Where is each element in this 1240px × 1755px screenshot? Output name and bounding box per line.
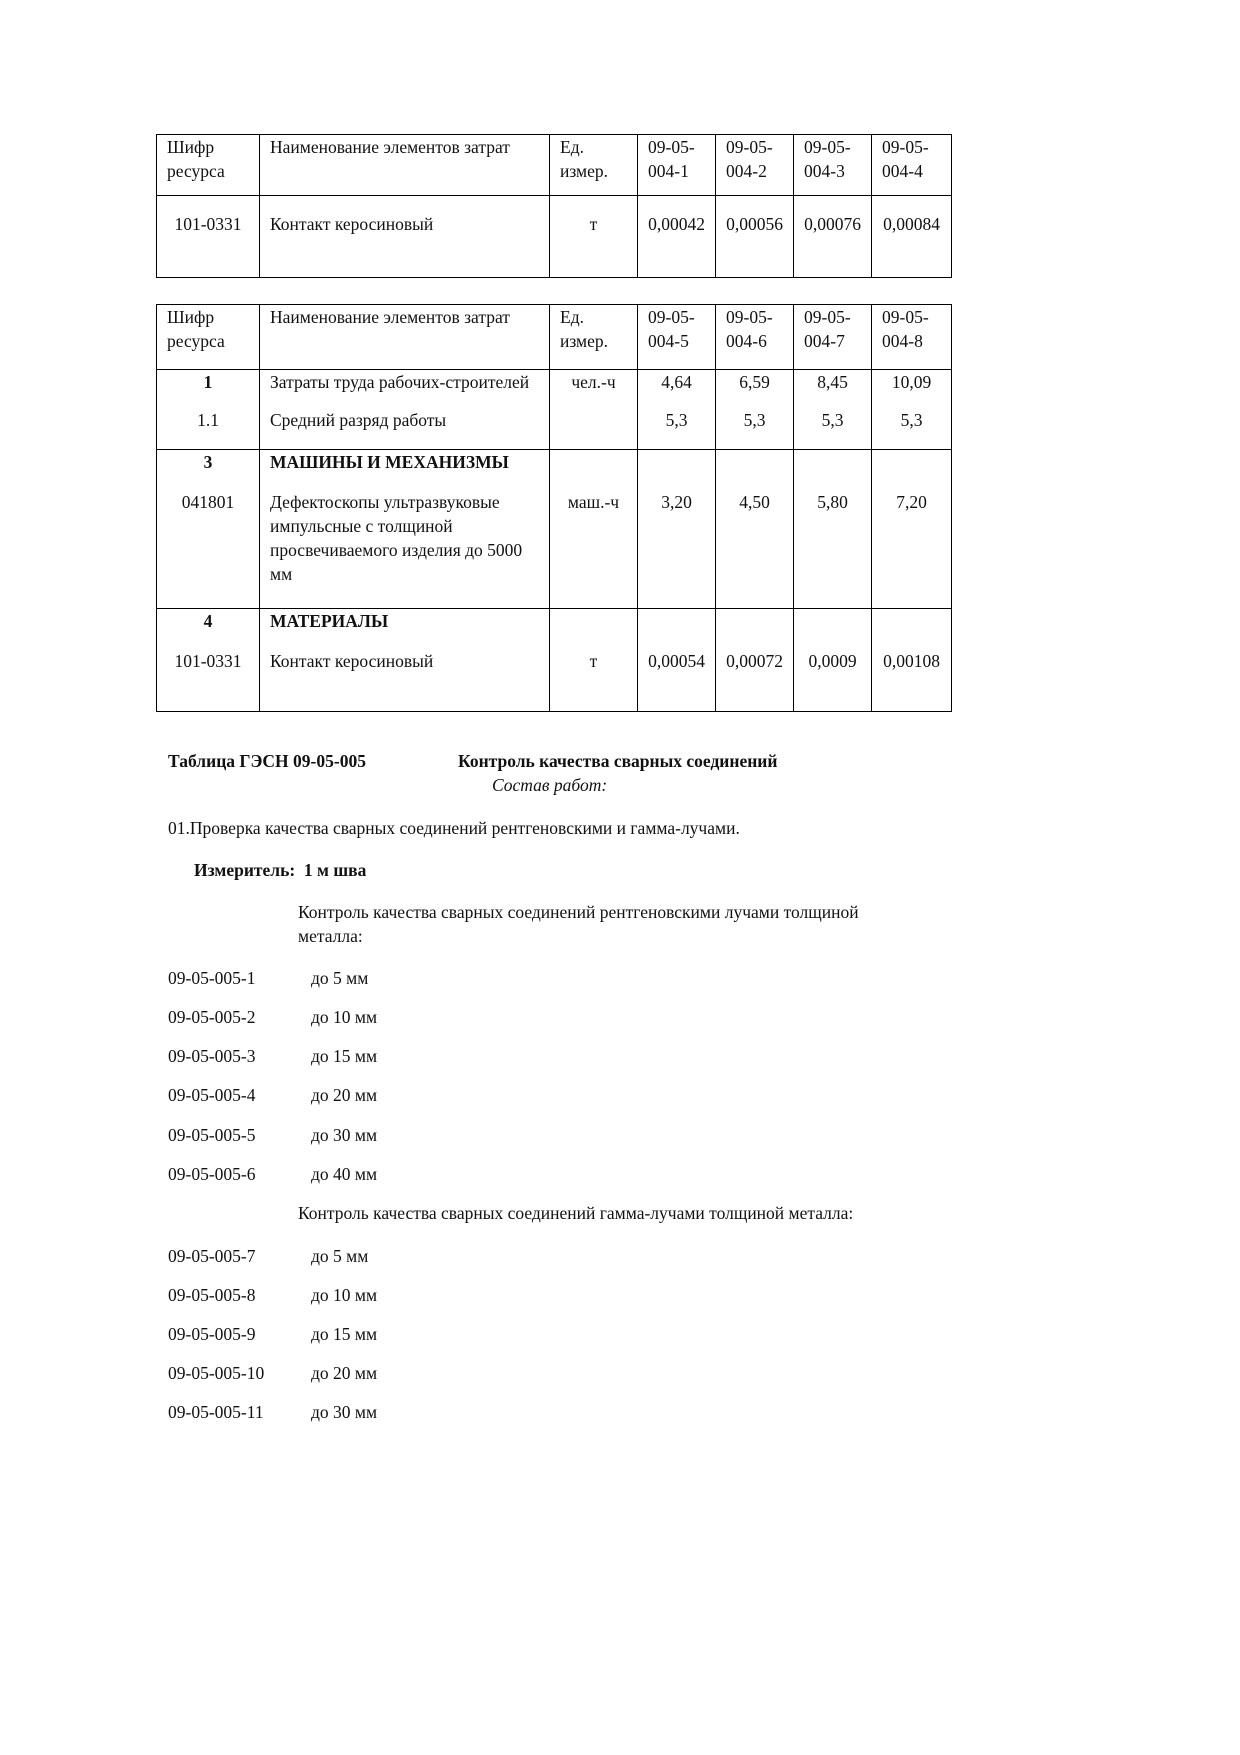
resource-value: 0,00042 bbox=[638, 196, 716, 278]
machine-code: 041801 bbox=[157, 474, 260, 609]
group-code: 1 bbox=[157, 370, 260, 395]
grade-value: 5,3 bbox=[794, 394, 872, 449]
code-item: 09-05-005-10 bbox=[168, 1363, 265, 1383]
material-value: 0,00108 bbox=[872, 633, 952, 711]
table-row bbox=[157, 394, 952, 449]
material-name: Контакт керосиновый bbox=[260, 633, 550, 711]
code-desc: до 5 мм bbox=[311, 968, 369, 988]
resource-value: 0,00056 bbox=[716, 196, 794, 278]
material-value: 0,0009 bbox=[794, 633, 872, 711]
header-col: 09-05-004-4 bbox=[872, 135, 952, 196]
table-row bbox=[157, 370, 952, 395]
group-title-gamma: Контроль качества сварных соединений гамма-лучами толщиной металла: bbox=[298, 1203, 854, 1223]
group-code: 3 bbox=[157, 449, 260, 474]
code-desc: до 5 мм bbox=[311, 1246, 369, 1266]
labor-value: 6,59 bbox=[716, 370, 794, 395]
group-title-xray: Контроль качества сварных соединений рентгеновскими лучами толщиной металла: bbox=[298, 902, 859, 946]
labor-value: 10,09 bbox=[872, 370, 952, 395]
code-desc: до 40 мм bbox=[311, 1164, 378, 1184]
code-desc: до 20 мм bbox=[311, 1363, 378, 1383]
machine-value: 4,50 bbox=[716, 474, 794, 609]
table-title: Контроль качества сварных соединений bbox=[458, 751, 778, 771]
grade-value: 5,3 bbox=[716, 394, 794, 449]
code-desc: до 10 мм bbox=[311, 1285, 378, 1305]
header-code: Шифр ресурса bbox=[157, 305, 260, 370]
header-code: Шифр ресурса bbox=[157, 135, 260, 196]
group-title: МАШИНЫ И МЕХАНИЗМЫ bbox=[260, 449, 550, 474]
meter bbox=[194, 858, 366, 882]
labor-value: 4,64 bbox=[638, 370, 716, 395]
material-unit: т bbox=[550, 633, 638, 711]
resource-code: 101-0331 bbox=[157, 196, 260, 278]
machine-value: 5,80 bbox=[794, 474, 872, 609]
grade-value: 5,3 bbox=[638, 394, 716, 449]
labor-name: Затраты труда рабочих-строителей bbox=[260, 370, 550, 395]
code-item: 09-05-005-1 bbox=[168, 968, 256, 988]
resource-name: Контакт керосиновый bbox=[260, 196, 550, 278]
code-desc: до 15 мм bbox=[311, 1046, 378, 1066]
header-name: Наименование элементов затрат bbox=[260, 305, 550, 370]
grade-name: Средний разряд работы bbox=[260, 394, 550, 449]
material-value: 0,00072 bbox=[716, 633, 794, 711]
labor-value: 8,45 bbox=[794, 370, 872, 395]
code-item: 09-05-005-4 bbox=[168, 1085, 256, 1105]
table-row bbox=[157, 196, 952, 278]
code-item: 09-05-005-3 bbox=[168, 1046, 256, 1066]
machine-value: 7,20 bbox=[872, 474, 952, 609]
machine-name: Дефектоскопы ультразвуковые импульсные с толщиной просвечиваемого изделия до 5000 мм bbox=[260, 474, 550, 609]
work-composition-label: Состав работ: bbox=[492, 775, 608, 795]
resource-value: 0,00084 bbox=[872, 196, 952, 278]
table-row bbox=[157, 449, 952, 474]
header-col: 09-05-004-3 bbox=[794, 135, 872, 196]
code-desc: до 30 мм bbox=[311, 1125, 378, 1145]
header-col: 09-05-004-8 bbox=[872, 305, 952, 370]
code-item: 09-05-005-7 bbox=[168, 1246, 256, 1266]
header-col: 09-05-004-2 bbox=[716, 135, 794, 196]
table-row bbox=[157, 474, 952, 609]
meter-value: 1 м шва bbox=[303, 860, 367, 880]
resource-table-1 bbox=[156, 134, 952, 278]
header-unit: Ед. измер. bbox=[550, 135, 638, 196]
header-col: 09-05-004-5 bbox=[638, 305, 716, 370]
code-item: 09-05-005-2 bbox=[168, 1007, 256, 1027]
code-item: 09-05-005-9 bbox=[168, 1324, 256, 1344]
meter-label: Измеритель: bbox=[194, 860, 296, 880]
resource-table-2 bbox=[156, 304, 952, 712]
header-name: Наименование элементов затрат bbox=[260, 135, 550, 196]
code-desc: до 10 мм bbox=[311, 1007, 378, 1027]
code-item: 09-05-005-11 bbox=[168, 1402, 264, 1422]
header-unit: Ед. измер. bbox=[550, 305, 638, 370]
table-row bbox=[157, 633, 952, 711]
grade-value: 5,3 bbox=[872, 394, 952, 449]
table-header-row bbox=[157, 305, 952, 370]
header-col: 09-05-004-7 bbox=[794, 305, 872, 370]
group-title: МАТЕРИАЛЫ bbox=[260, 609, 550, 634]
labor-unit: чел.-ч bbox=[550, 370, 638, 395]
code-item: 09-05-005-5 bbox=[168, 1125, 256, 1145]
work-item: 01.Проверка качества сварных соединений рентгеновскими и гамма-лучами. bbox=[168, 818, 740, 838]
code-desc: до 20 мм bbox=[311, 1085, 378, 1105]
header-col: 09-05-004-6 bbox=[716, 305, 794, 370]
grade-code: 1.1 bbox=[157, 394, 260, 449]
material-code: 101-0331 bbox=[157, 633, 260, 711]
code-item: 09-05-005-6 bbox=[168, 1164, 256, 1184]
table-label: Таблица ГЭСН 09-05-005 bbox=[168, 751, 366, 771]
material-value: 0,00054 bbox=[638, 633, 716, 711]
table-row bbox=[157, 609, 952, 634]
code-desc: до 15 мм bbox=[311, 1324, 378, 1344]
table-header-row bbox=[157, 135, 952, 196]
resource-value: 0,00076 bbox=[794, 196, 872, 278]
group-code: 4 bbox=[157, 609, 260, 634]
machine-value: 3,20 bbox=[638, 474, 716, 609]
resource-unit: т bbox=[550, 196, 638, 278]
code-item: 09-05-005-8 bbox=[168, 1285, 256, 1305]
header-col: 09-05-004-1 bbox=[638, 135, 716, 196]
machine-unit: маш.-ч bbox=[550, 474, 638, 609]
code-desc: до 30 мм bbox=[311, 1402, 378, 1422]
